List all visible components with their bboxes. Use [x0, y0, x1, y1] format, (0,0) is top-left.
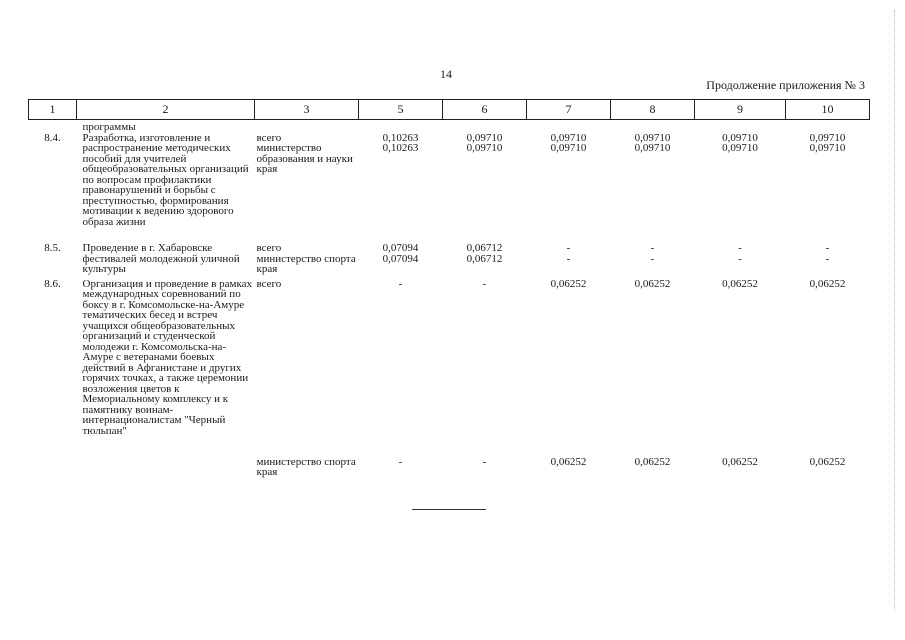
page-number: 14	[440, 67, 452, 81]
scan-edge-dots	[894, 10, 897, 610]
carryover-row	[29, 120, 870, 133]
table-cell: 0,09710	[550, 142, 587, 154]
table-cell: -	[398, 277, 403, 290]
end-of-table-rule	[412, 509, 486, 510]
carryover-text: программы	[82, 121, 136, 133]
table-row	[29, 243, 870, 254]
table-cell: -	[398, 455, 403, 468]
column-header: 8	[611, 100, 695, 120]
table-cell: 0,10263	[382, 131, 419, 144]
table-cell: -	[482, 277, 487, 290]
column-number-header-row	[29, 100, 870, 120]
table-cell: 0,06252	[722, 277, 758, 290]
table-cell: -	[825, 242, 830, 254]
item-number: 8.6.	[44, 277, 61, 290]
table-row	[29, 457, 870, 478]
item-name: Проведение в г. Хабаровске фестивалей молодежной уличной культуры	[82, 242, 240, 275]
column-header: 5	[359, 100, 443, 120]
column-header: 2	[77, 100, 255, 120]
table-cell: 0,07094	[382, 242, 419, 254]
row-label: всего	[256, 242, 282, 254]
column-header: 9	[695, 100, 786, 120]
table-cell: 0,09710	[634, 142, 671, 154]
table-cell: -	[650, 252, 655, 265]
table-cell: 0,09710	[466, 131, 503, 144]
table-cell: 0,09710	[809, 131, 846, 144]
table-cell: -	[738, 252, 742, 265]
table-cell: 0,09710	[466, 142, 503, 154]
table-cell: 0,06252	[809, 455, 846, 468]
table-cell: 0,06712	[466, 252, 503, 265]
column-header: 7	[527, 100, 611, 120]
table-cell: 0,06252	[722, 455, 758, 468]
table-cell: -	[738, 242, 742, 254]
table-cell: 0,09710	[634, 131, 671, 144]
table-cell: -	[566, 242, 571, 254]
column-header: 6	[443, 100, 527, 120]
table-cell: -	[825, 252, 830, 265]
table-cell: 0,06252	[634, 455, 671, 468]
row-label: министерство образования и науки края	[256, 142, 353, 175]
table-cell: 0,06252	[809, 277, 846, 290]
table-cell: 0,06712	[466, 242, 503, 254]
row-label: всего	[256, 277, 282, 290]
table-cell: -	[566, 252, 571, 265]
appendix-continuation-note: Продолжение приложения № 3	[706, 78, 865, 92]
appendix-table	[28, 99, 870, 478]
table-cell: 0,06252	[634, 277, 671, 290]
item-number: 8.4.	[44, 131, 61, 144]
table-cell: 0,09710	[809, 142, 846, 154]
column-header: 10	[786, 100, 870, 120]
table-cell: -	[650, 242, 655, 254]
table-cell: 0,06252	[550, 277, 587, 290]
column-header: 1	[29, 100, 77, 120]
item-number: 8.5.	[44, 242, 61, 254]
table-cell: 0,07094	[382, 252, 419, 265]
table-cell: 0,09710	[550, 131, 587, 144]
row-label: министерство спорта края	[256, 455, 356, 478]
row-label: всего	[256, 131, 282, 144]
item-name: Организация и проведение в рамках международных соревнований по боксу в г. Комсомольске-на-Амуре тематических бесед и встреч учащихся общеобразовательных организаций и студенческой молодежи г. Комсомольска-на-Амуре с ветеранами боевых действий в Афганистане и других горячих точках, а также церемонии возложения цветов к Мемориальному комплексу и к памятнику воинам-интернационалистам "Черный тюльпан"	[82, 277, 253, 437]
item-name: Разработка, изготовление и распространение методических пособий для учителей общеобразовательных организаций по вопросам профилактики правонарушений и борьбы с преступностью, формирования мотивации к ведению здорового образа жизни	[82, 131, 249, 228]
table-cell: 0,06252	[550, 455, 587, 468]
table-row	[29, 279, 870, 457]
row-label: министерство спорта края	[256, 252, 356, 275]
table-cell: 0,09710	[722, 131, 758, 144]
table-cell: 0,09710	[722, 142, 758, 154]
column-header: 3	[255, 100, 359, 120]
table-cell: -	[482, 455, 487, 468]
table-cell: 0,10263	[382, 142, 419, 154]
